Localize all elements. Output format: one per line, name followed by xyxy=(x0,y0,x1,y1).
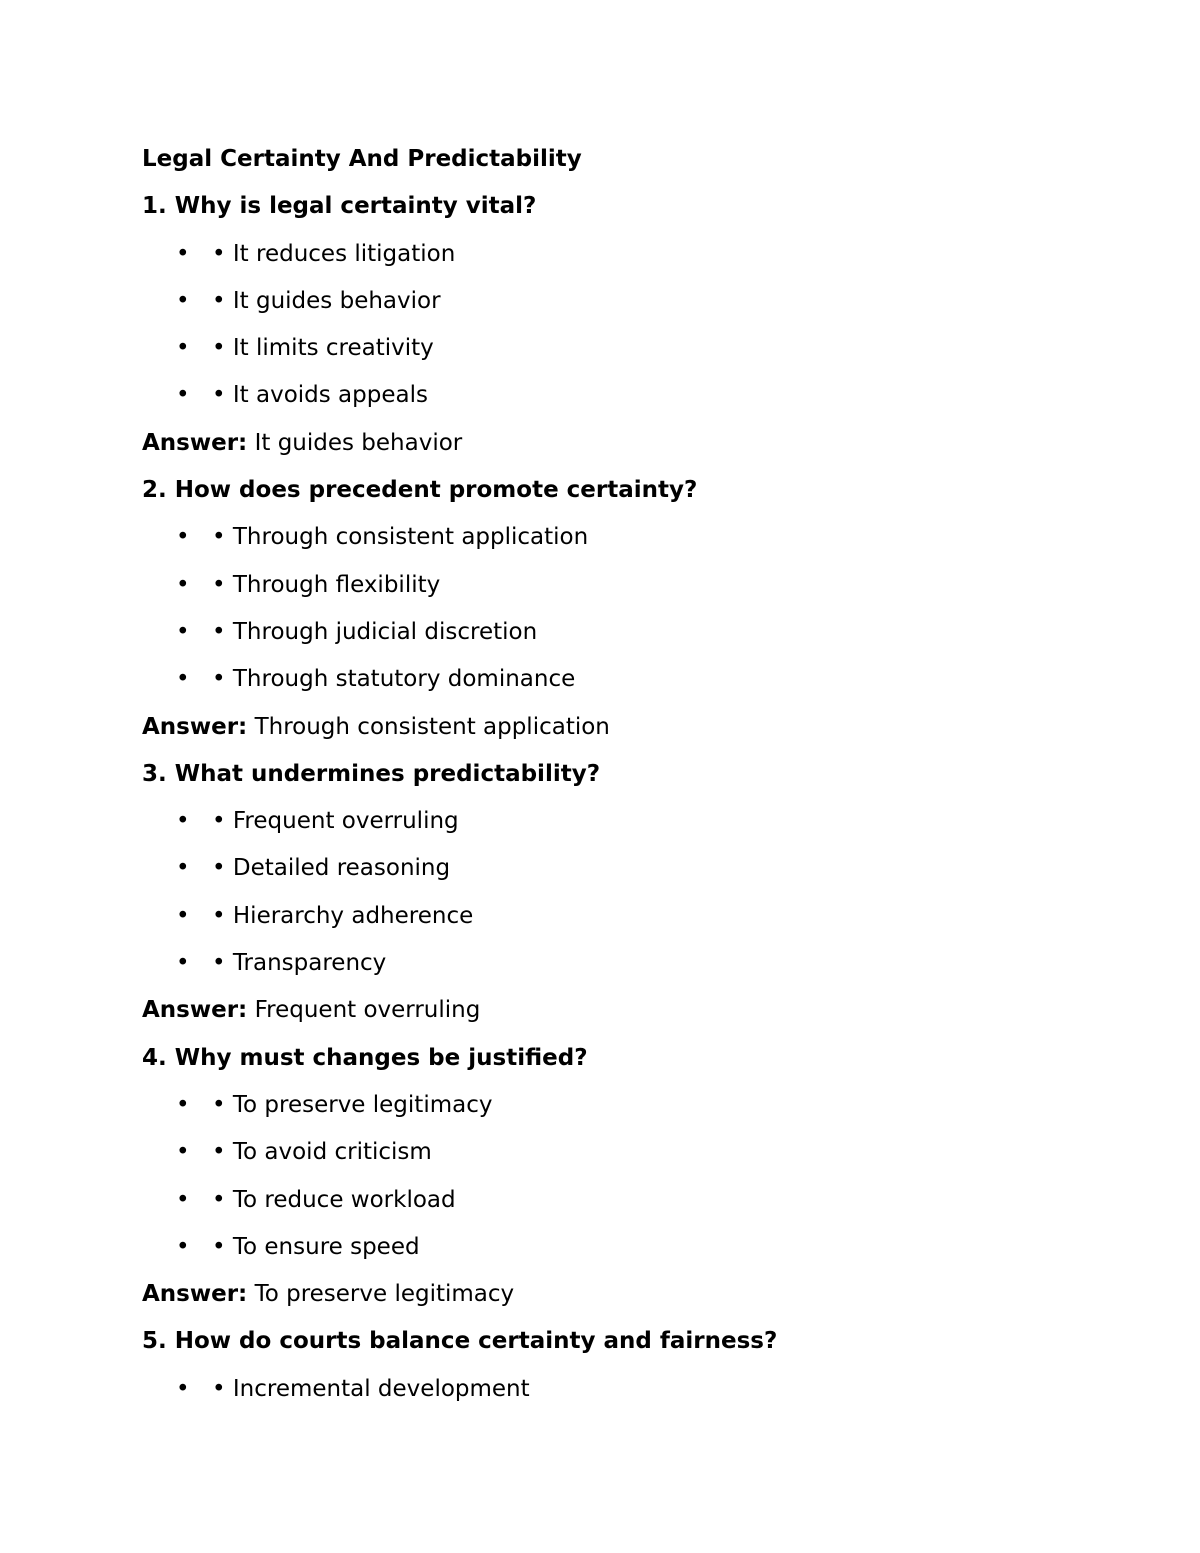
bullet-marker: • xyxy=(176,382,190,409)
bullet-marker: • xyxy=(176,902,190,929)
option-text: • Transparency xyxy=(212,950,387,977)
document-page xyxy=(142,136,1142,1413)
bullet-marker: • xyxy=(176,1186,190,1213)
answer-option xyxy=(142,1129,1142,1176)
answer-option xyxy=(142,845,1142,892)
question-text: 5. How do courts balance certainty and fairness? xyxy=(142,1328,778,1355)
option-text: • It guides behavior xyxy=(212,287,441,314)
document-title: Legal Certainty And Predictability xyxy=(142,146,582,172)
answer-label: Answer: xyxy=(142,713,248,740)
option-text: • Frequent overruling xyxy=(212,808,459,835)
bullet-marker: • xyxy=(176,666,190,693)
bullet-marker: • xyxy=(176,571,190,598)
bullet-marker: • xyxy=(176,240,190,267)
answer-option xyxy=(142,656,1142,703)
answer-text: It guides behavior xyxy=(254,429,463,456)
answer-option xyxy=(142,514,1142,561)
answer-option xyxy=(142,940,1142,987)
answer-text: To preserve legitimacy xyxy=(254,1281,515,1308)
question-block xyxy=(142,1035,1142,1319)
bullet-marker: • xyxy=(176,950,190,977)
question-block xyxy=(142,183,1142,467)
option-text: • Detailed reasoning xyxy=(212,855,451,882)
bullet-marker: • xyxy=(176,1233,190,1260)
bullet-marker: • xyxy=(176,287,190,314)
option-text: • To avoid criticism xyxy=(212,1139,432,1166)
answer-text: Frequent overruling xyxy=(254,997,481,1024)
answer-option xyxy=(142,1224,1142,1271)
answer-line xyxy=(142,1271,1142,1318)
option-text: • It limits creativity xyxy=(212,335,434,362)
question-text: 3. What undermines predictability? xyxy=(142,760,601,787)
bullet-marker: • xyxy=(176,855,190,882)
answer-label: Answer: xyxy=(142,997,248,1024)
option-text: • Through flexibility xyxy=(212,571,441,598)
bullet-marker: • xyxy=(176,335,190,362)
bullet-marker: • xyxy=(176,618,190,645)
answer-option xyxy=(142,1177,1142,1224)
question-text: 1. Why is legal certainty vital? xyxy=(142,193,537,220)
answer-line xyxy=(142,704,1142,751)
answer-label: Answer: xyxy=(142,429,248,456)
answer-option xyxy=(142,893,1142,940)
answer-option xyxy=(142,372,1142,419)
question-block xyxy=(142,1318,1142,1413)
option-text: • Hierarchy adherence xyxy=(212,902,474,929)
answer-option xyxy=(142,1082,1142,1129)
answer-option xyxy=(142,798,1142,845)
answer-option xyxy=(142,609,1142,656)
question-block xyxy=(142,751,1142,1035)
option-text: • To reduce workload xyxy=(212,1186,456,1213)
bullet-marker: • xyxy=(176,1375,190,1402)
answer-option xyxy=(142,1366,1142,1413)
bullet-marker: • xyxy=(176,1091,190,1118)
question-block xyxy=(142,467,1142,751)
answer-line xyxy=(142,420,1142,467)
answer-option xyxy=(142,278,1142,325)
answer-option xyxy=(142,231,1142,278)
option-text: • Incremental development xyxy=(212,1375,530,1402)
option-text: • To ensure speed xyxy=(212,1233,420,1260)
option-text: • To preserve legitimacy xyxy=(212,1091,493,1118)
answer-option xyxy=(142,562,1142,609)
answer-label: Answer: xyxy=(142,1281,248,1308)
bullet-marker: • xyxy=(176,524,190,551)
answer-line xyxy=(142,987,1142,1034)
option-text: • It avoids appeals xyxy=(212,382,428,409)
question-text: 4. Why must changes be justified? xyxy=(142,1044,588,1071)
question-text: 2. How does precedent promote certainty? xyxy=(142,477,698,504)
option-text: • It reduces litigation xyxy=(212,240,456,267)
option-text: • Through judicial discretion xyxy=(212,618,538,645)
bullet-marker: • xyxy=(176,1139,190,1166)
answer-text: Through consistent application xyxy=(254,713,610,740)
option-text: • Through statutory dominance xyxy=(212,666,576,693)
option-text: • Through consistent application xyxy=(212,524,589,551)
answer-option xyxy=(142,325,1142,372)
bullet-marker: • xyxy=(176,808,190,835)
